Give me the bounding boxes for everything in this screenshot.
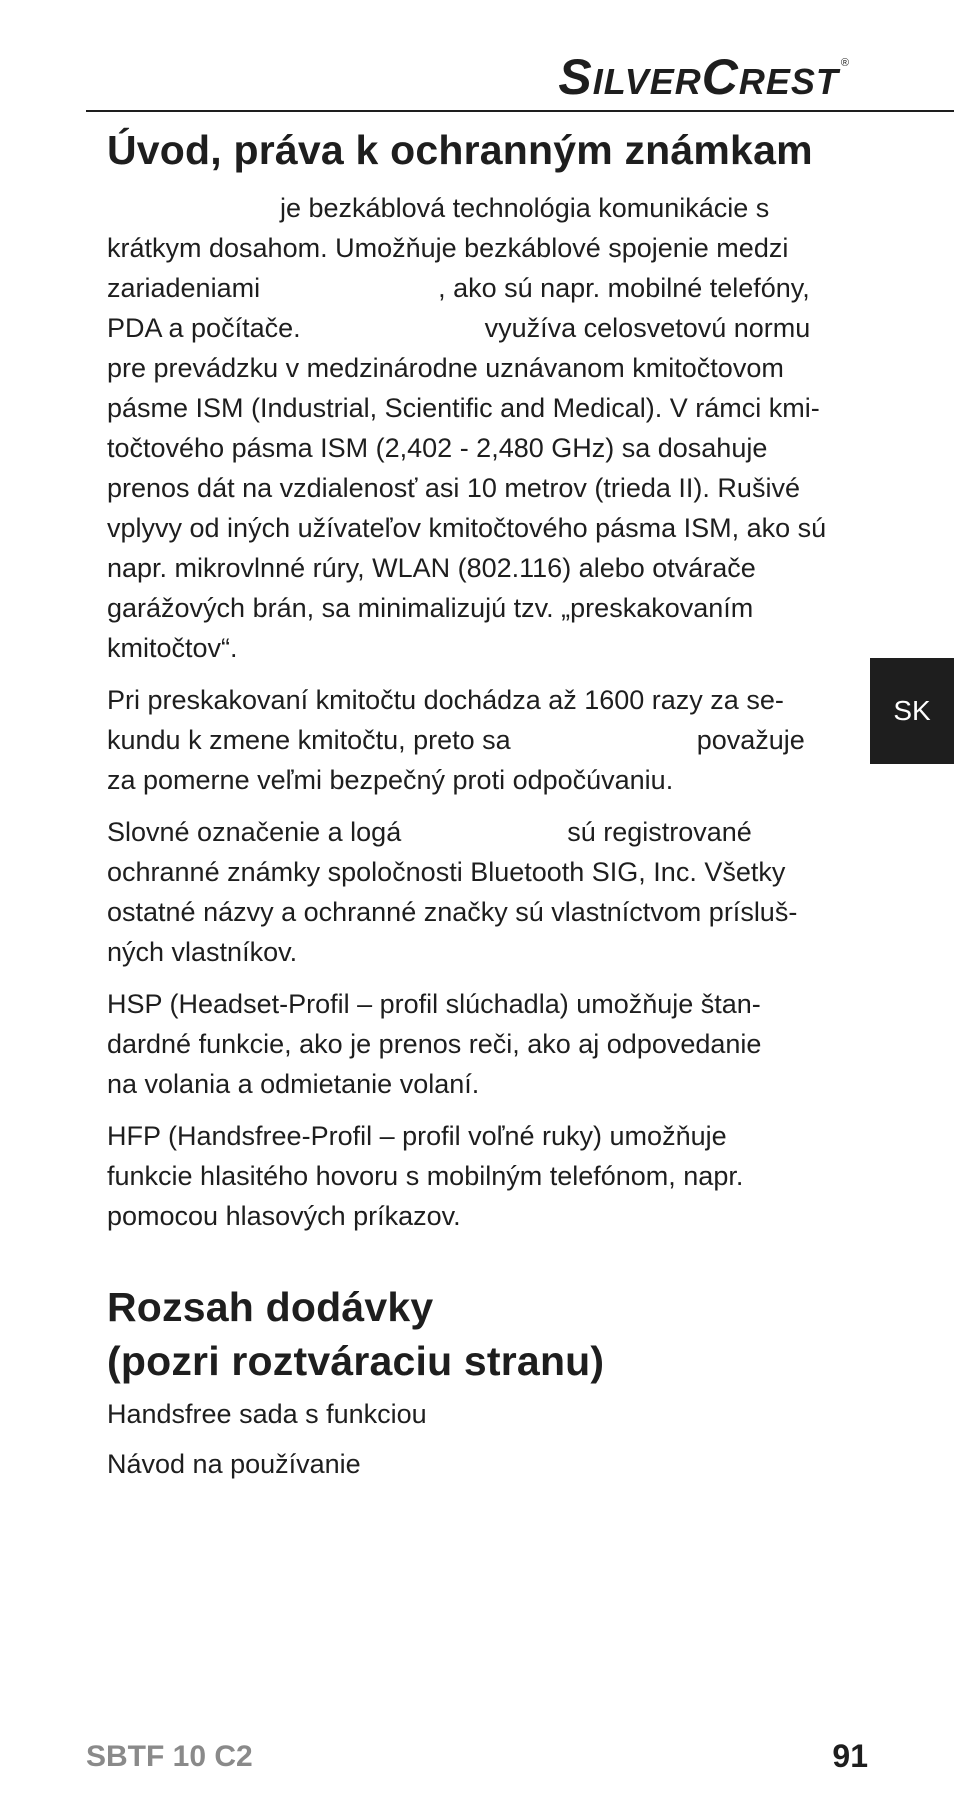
page-number: 91 (832, 1738, 868, 1774)
delivery-list (107, 1394, 855, 1484)
model-number: SBTF 10 C2 (86, 1740, 253, 1773)
section-scope-of-delivery (107, 1280, 855, 1484)
list-item: Návod na používanie (107, 1449, 361, 1479)
language-tab-label: SK (893, 695, 931, 726)
header-rule (86, 110, 954, 112)
section-title-scope: Rozsah dodávky (pozri roztváraciu stranu) (107, 1284, 605, 1384)
paragraph-frequency-hopping: Pri preskakovaní kmitočtu dochádza až 1600 razy za se- kundu k zmene kmitočtu, preto sa považuje za pomerne veľmi bezpečný proti odpočúvaniu. (107, 685, 805, 795)
paragraph-hsp: HSP (Headset-Profil – profil slúchadla) umožňuje štan- dardné funkcie, ako je prenos reči, ako aj odpovedanie na volania a odmietanie volaní. (107, 989, 762, 1099)
silvercrest-logo: SILVERCREST ® (558, 49, 850, 105)
section-title-intro: Úvod, práva k ochranným známkam (107, 127, 813, 173)
paragraph-hfp: HFP (Handsfree-Profil – profil voľné ruky) umožňuje funkcie hlasitého hovoru s mobilným telefónom, napr. pomocou hlasových príkazov. (107, 1121, 744, 1231)
paragraph-bluetooth-intro: je bezkáblová technológia komunikácie s krátkym dosahom. Umožňuje bezkáblové spojenie medzi zariadeniami , ako sú napr. mobilné telefóny, PDA a počítače. využíva celosvetovú normu pre prevádzku v medzinárodne uznávanom kmitočtovom pásme ISM (Industrial, Scientific and Medical). V rámci kmi- točtového pásma ISM (2,402 - 2,480 GHz) sa dosahuje prenos dát na vzdialenosť asi 10 metrov (trieda II). Rušivé vplyvy od iných užívateľov kmitočtového pásma ISM, ako sú napr. mikrovlnné rúry, WLAN (802.116) alebo otvárače garážových brán, sa minimalizujú tzv. „preskakovaním kmitočtov“. (107, 193, 827, 663)
paragraph-trademarks: Slovné označenie a logá sú registrované ochranné známky spoločnosti Bluetooth SIG, Inc. Všetky ostatné názvy a ochranné značky sú vlastníctvom prísluš- ných vlastníkov. (107, 817, 798, 967)
language-tab (870, 658, 954, 764)
list-item: Handsfree sada s funkciou (107, 1399, 427, 1429)
main-content (107, 122, 855, 1494)
